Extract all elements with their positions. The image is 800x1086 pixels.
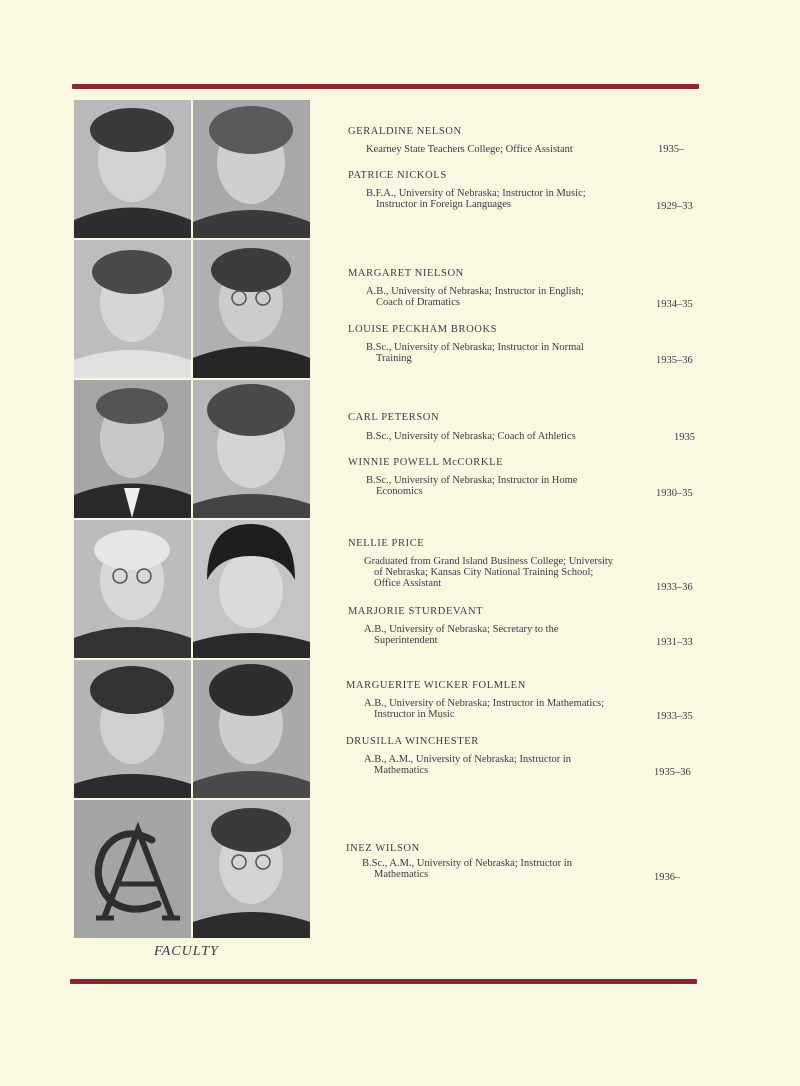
faculty-name: WINNIE POWELL McCORKLE [348, 457, 504, 468]
faculty-name: GERALDINE NELSON [348, 126, 462, 137]
portrait-photo [193, 660, 310, 798]
faculty-years: 1935 [674, 432, 695, 443]
faculty-detail: A.B., A.M., University of Nebraska; Instructor in [364, 754, 572, 765]
faculty-years: 1935–36 [654, 767, 691, 778]
faculty-detail: Mathematics [374, 869, 429, 880]
faculty-detail: B.Sc., University of Nebraska; Instructor in Normal [366, 342, 584, 353]
faculty-years: 1935–36 [656, 355, 693, 366]
faculty-detail: B.F.A., University of Nebraska; Instructor in Music; [366, 188, 586, 199]
faculty-detail: Instructor in Music [374, 709, 455, 720]
portrait-photo [74, 520, 191, 658]
faculty-detail: Instructor in Foreign Languages [376, 199, 512, 210]
college-logo [74, 800, 191, 938]
faculty-detail: A.B., University of Nebraska; Instructor in English; [366, 286, 584, 297]
faculty-years: 1929–33 [656, 201, 693, 212]
faculty-years: 1933–35 [656, 711, 693, 722]
faculty-caption: FACULTY [154, 944, 219, 959]
faculty-years: 1933–36 [656, 582, 693, 593]
faculty-detail: Economics [376, 486, 423, 497]
portrait-photo [193, 100, 310, 238]
faculty-photo-grid [74, 100, 310, 936]
faculty-detail: Training [376, 353, 412, 364]
faculty-name: MARJORIE STURDEVANT [348, 606, 484, 617]
portrait-photo [193, 380, 310, 518]
portrait-photo [193, 800, 310, 938]
faculty-name: PATRICE NICKOLS [348, 170, 447, 181]
portrait-photo [74, 660, 191, 798]
faculty-name: LOUISE PECKHAM BROOKS [348, 324, 498, 335]
portrait-photo [74, 240, 191, 378]
faculty-name: CARL PETERSON [348, 412, 440, 423]
faculty-detail: Office Assistant [374, 578, 442, 589]
portrait-photo [74, 380, 191, 518]
faculty-detail: A.B., University of Nebraska; Secretary to the [364, 624, 559, 635]
faculty-name: MARGARET NIELSON [348, 268, 464, 279]
faculty-detail: Kearney State Teachers College; Office Assistant [366, 144, 573, 155]
faculty-years: 1930–35 [656, 488, 693, 499]
portrait-photo [74, 100, 191, 238]
faculty-name: INEZ WILSON [346, 843, 420, 854]
portrait-photo [193, 240, 310, 378]
faculty-years: 1934–35 [656, 299, 693, 310]
faculty-years: 1935– [658, 144, 685, 155]
faculty-detail: B.Sc., University of Nebraska; Coach of Athletics [366, 431, 576, 442]
faculty-detail: of Nebraska; Kansas City National Training School; [374, 567, 594, 578]
top-rule [72, 84, 699, 89]
faculty-detail: A.B., University of Nebraska; Instructor in Mathematics; [364, 698, 604, 709]
bottom-rule [70, 979, 697, 984]
faculty-name: NELLIE PRICE [348, 538, 425, 549]
faculty-detail: B.Sc., University of Nebraska; Instructor in Home [366, 475, 578, 486]
portrait-photo [193, 520, 310, 658]
faculty-name: DRUSILLA WINCHESTER [346, 736, 479, 747]
faculty-years: 1936– [654, 872, 681, 883]
faculty-years: 1931–33 [656, 637, 693, 648]
faculty-detail: B.Sc., A.M., University of Nebraska; Instructor in [362, 858, 572, 869]
faculty-detail: Coach of Dramatics [376, 297, 460, 308]
faculty-detail: Superintendent [374, 635, 438, 646]
faculty-detail: Mathematics [374, 765, 429, 776]
faculty-name: MARGUERITE WICKER FOLMLEN [346, 680, 526, 691]
faculty-detail: Graduated from Grand Island Business College; University [364, 556, 614, 567]
